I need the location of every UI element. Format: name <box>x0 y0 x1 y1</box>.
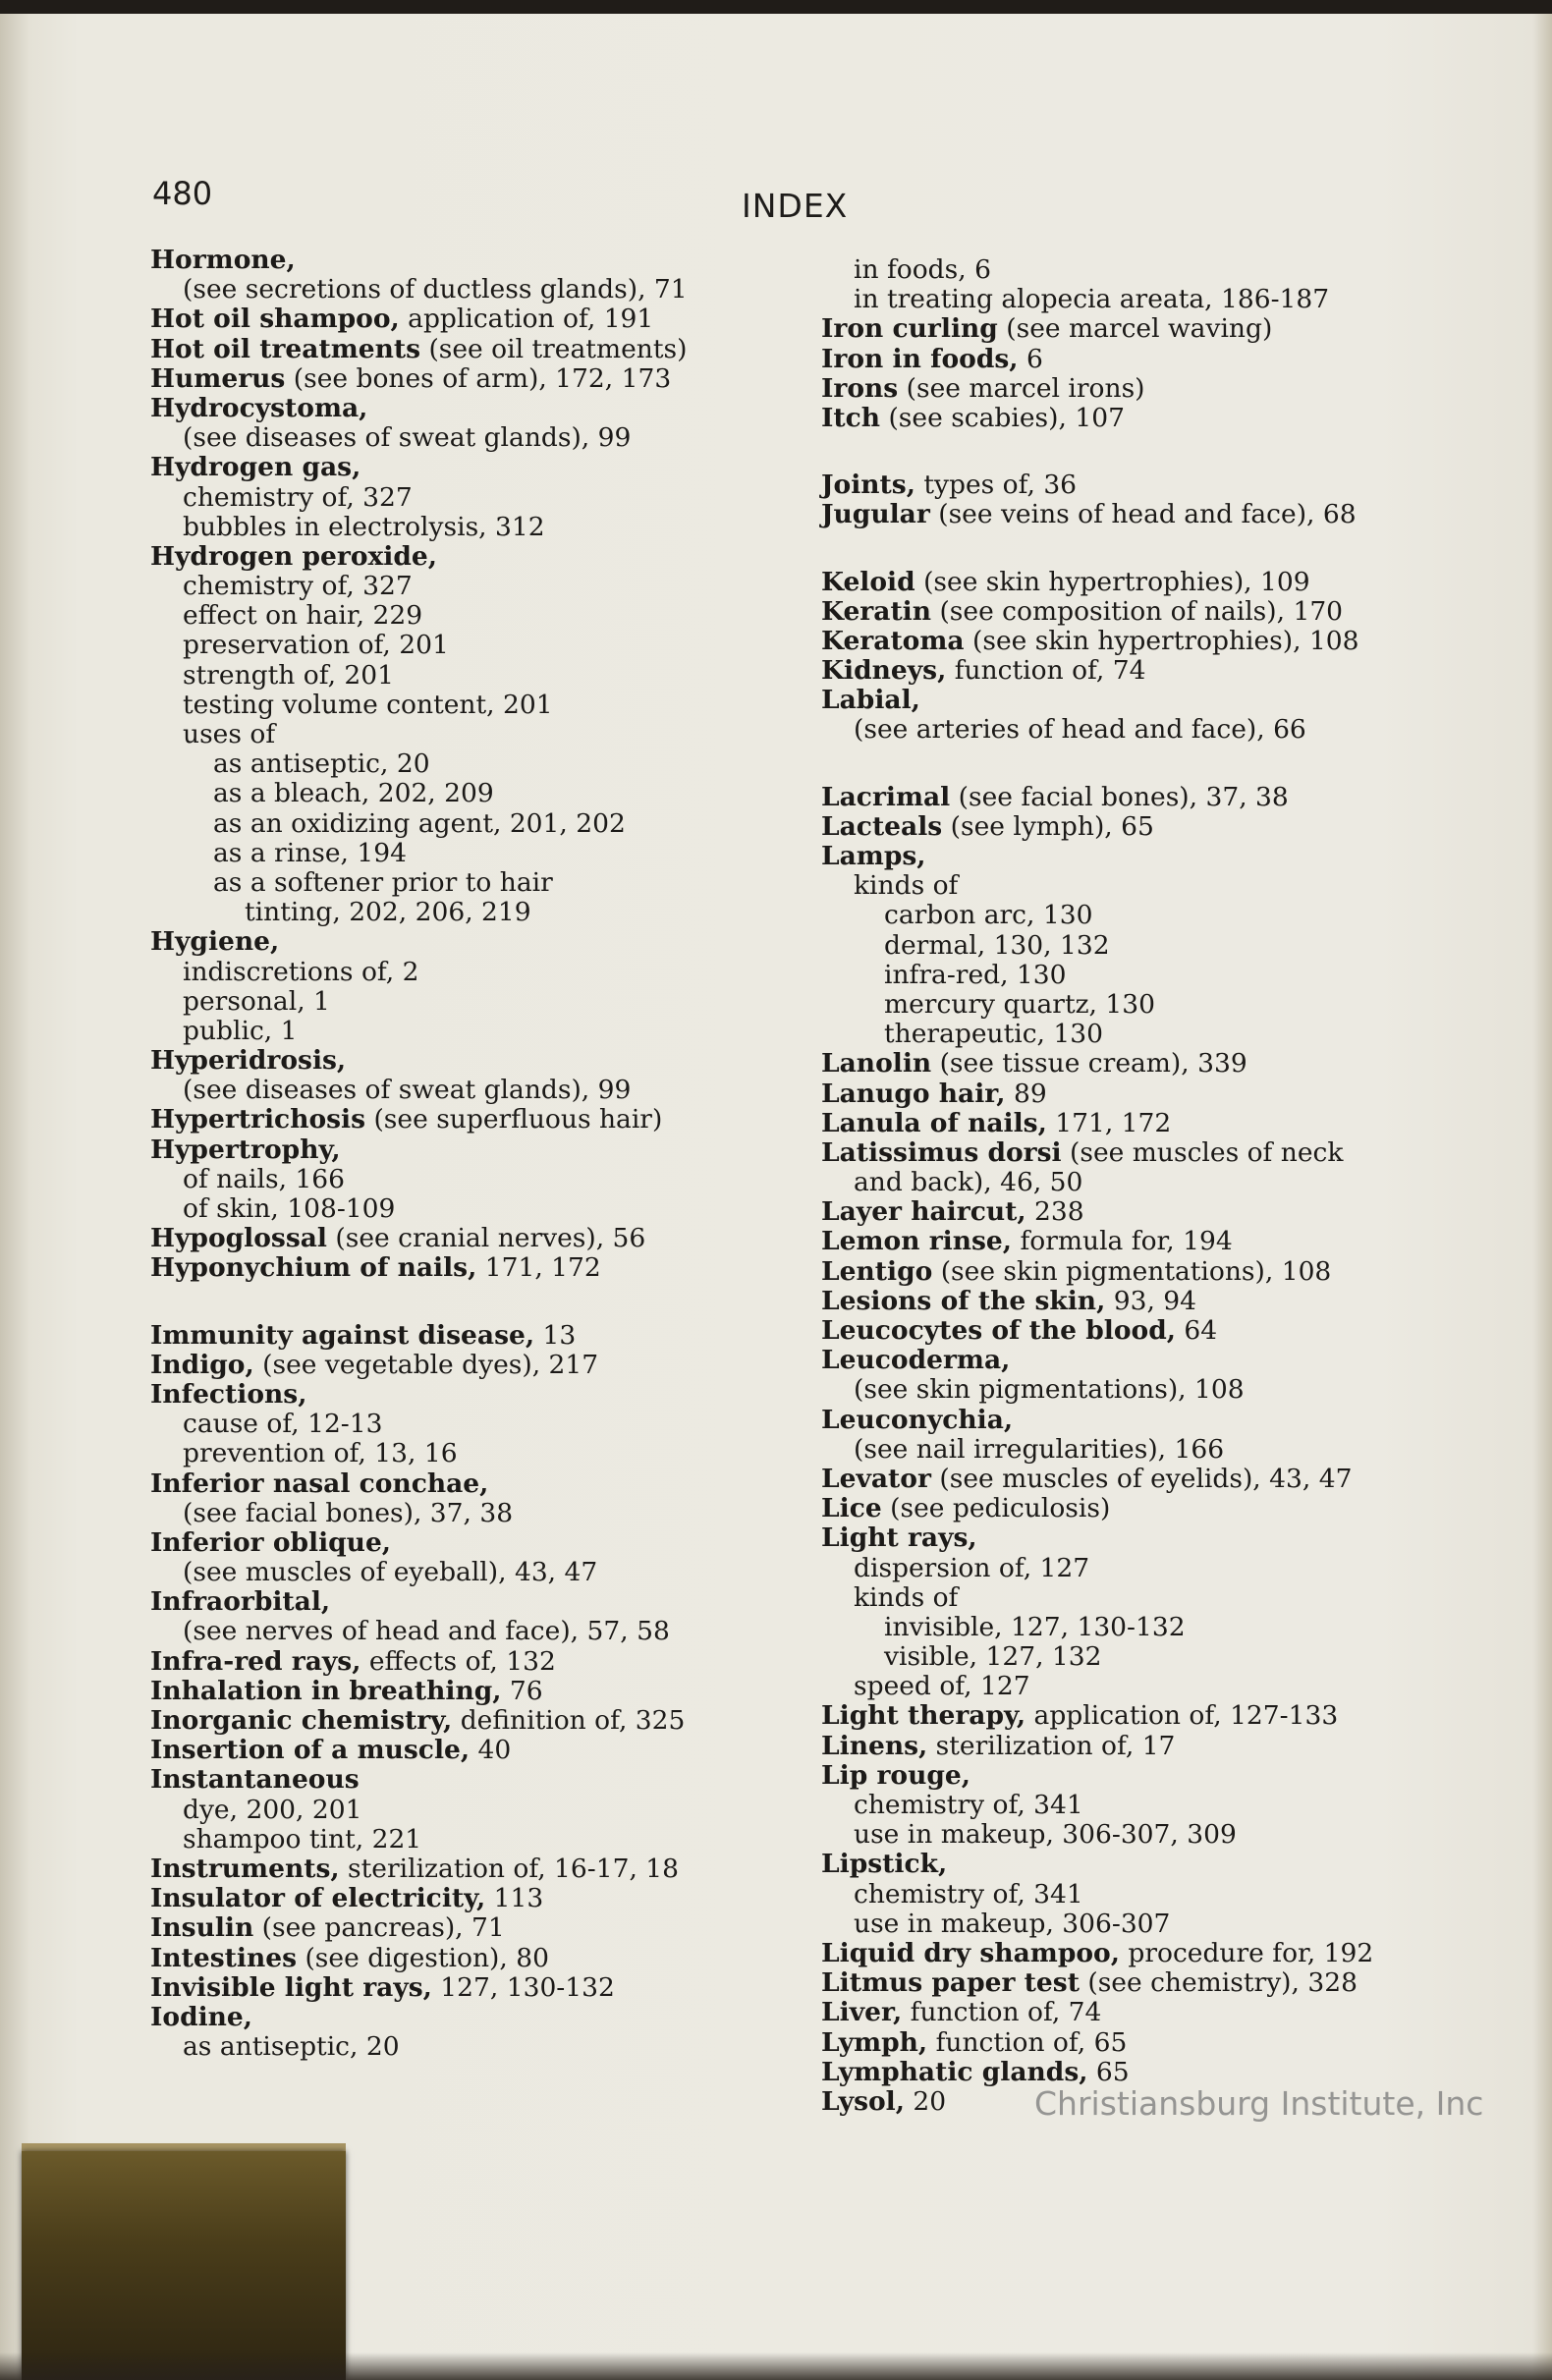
index-entry <box>150 1499 838 1528</box>
index-entry <box>150 1796 838 1825</box>
index-reference: (see pancreas), 71 <box>253 1912 505 1944</box>
index-reference: (see diseases of sweat glands), 99 <box>183 422 632 454</box>
index-term: Hormone, <box>150 245 296 275</box>
index-entry <box>821 931 1509 961</box>
index-entry <box>821 1197 1509 1227</box>
index-reference: kinds of <box>854 1581 959 1613</box>
index-reference: (see tissue cream), 339 <box>931 1048 1247 1079</box>
index-reference: (see nerves of head and face), 57, 58 <box>183 1616 670 1647</box>
index-term: Itch <box>821 402 881 433</box>
index-reference: (see nail irregularities), 166 <box>854 1433 1225 1465</box>
index-reference: definition of, 325 <box>452 1705 686 1736</box>
index-reference: as antiseptic, 20 <box>213 748 430 780</box>
index-entry <box>821 1316 1509 1346</box>
index-term: Labial, <box>821 685 920 716</box>
index-reference: (see skin hypertrophies), 109 <box>915 566 1310 597</box>
index-term: Infections, <box>150 1378 307 1410</box>
index-reference: use in makeup, 306-307 <box>854 1908 1171 1939</box>
index-term: Lymph, <box>821 2026 928 2058</box>
index-reference: 113 <box>485 1883 544 1914</box>
index-reference: invisible, 127, 130-132 <box>884 1611 1186 1642</box>
index-term: Hyponychium of nails, <box>150 1252 477 1284</box>
page-header <box>0 175 1552 234</box>
index-reference: of skin, 108-109 <box>183 1193 396 1224</box>
index-term: Layer haircut, <box>821 1196 1026 1228</box>
index-entry <box>150 572 838 601</box>
index-reference: (see oil treatments) <box>420 333 688 364</box>
index-entry <box>150 453 838 482</box>
index-term: Humerus <box>150 362 286 394</box>
index-entry <box>150 542 838 572</box>
index-term: Intestines <box>150 1942 298 1973</box>
index-entry <box>821 530 1509 568</box>
index-reference: 65 <box>1087 2056 1130 2087</box>
index-term: Leuconychia, <box>821 1404 1014 1435</box>
index-entry <box>821 1257 1509 1287</box>
index-entry <box>150 1017 838 1046</box>
index-entry <box>821 1968 1509 1998</box>
index-term: Inorganic chemistry, <box>150 1705 453 1736</box>
index-entry <box>821 285 1509 314</box>
index-term: Liquid dry shampoo, <box>821 1937 1120 1968</box>
index-reference: (see cranial nerves), 56 <box>327 1223 646 1254</box>
index-reference: (see pediculosis) <box>881 1493 1111 1524</box>
running-head: INDEX <box>742 187 849 225</box>
index-reference: and back), 46, 50 <box>854 1167 1083 1198</box>
index-entry <box>150 1321 838 1351</box>
index-term: Lice <box>821 1493 882 1524</box>
index-term: Immunity against disease, <box>150 1319 535 1351</box>
index-reference: sterilization of, 17 <box>927 1730 1176 1761</box>
index-term: Light therapy, <box>821 1700 1026 1732</box>
index-reference: testing volume content, 201 <box>183 689 553 720</box>
index-entry <box>821 2058 1509 2087</box>
index-term: Hypertrichosis <box>150 1104 366 1135</box>
index-term: Hydrogen peroxide, <box>150 540 437 572</box>
index-reference: 89 <box>1005 1078 1047 1109</box>
index-reference: procedure for, 192 <box>1119 1937 1374 1968</box>
index-entry <box>821 656 1509 686</box>
index-term: Lanugo hair, <box>821 1078 1006 1109</box>
index-entry <box>150 2003 838 2032</box>
index-reference: (see secretions of ductless glands), 71 <box>183 274 688 305</box>
index-entry <box>821 1642 1509 1672</box>
index-entry <box>821 1701 1509 1731</box>
index-entry <box>821 746 1509 783</box>
index-term: Lacrimal <box>821 781 951 812</box>
index-reference: preservation of, 201 <box>183 630 449 661</box>
index-entry <box>821 627 1509 656</box>
index-entry <box>821 374 1509 404</box>
index-entry <box>150 720 838 749</box>
index-term: Hot oil treatments <box>150 333 421 364</box>
index-term: Inferior oblique, <box>150 1526 392 1558</box>
watermark: Christiansburg Institute, Inc <box>1034 2084 1484 2123</box>
index-term: Instantaneous <box>150 1764 360 1796</box>
index-entry <box>150 1165 838 1194</box>
index-reference: (see composition of nails), 170 <box>931 595 1344 627</box>
index-entry <box>821 1465 1509 1494</box>
index-column-left <box>150 246 838 2062</box>
index-reference: 64 <box>1175 1315 1218 1346</box>
index-reference: bubbles in electrolysis, 312 <box>183 511 545 542</box>
index-entry <box>821 1672 1509 1701</box>
index-reference: (see marcel waving) <box>997 313 1273 345</box>
index-entry <box>150 749 838 779</box>
index-reference: 20 <box>904 2085 947 2117</box>
index-reference: strength of, 201 <box>183 659 395 691</box>
index-entry <box>150 1558 838 1587</box>
index-entry <box>150 1913 838 1943</box>
index-entry <box>821 2028 1509 2058</box>
index-entry <box>150 513 838 542</box>
index-reference: (see superfluous hair) <box>365 1104 663 1135</box>
index-reference: (see muscles of eyelids), 43, 47 <box>930 1463 1353 1494</box>
index-reference: public, 1 <box>183 1015 298 1046</box>
index-entry <box>821 470 1509 500</box>
index-term: Liver, <box>821 1997 903 2028</box>
index-entry <box>150 1825 838 1854</box>
index-entry <box>150 1765 838 1795</box>
index-entry <box>150 927 838 957</box>
index-term: Iron in foods, <box>821 343 1019 374</box>
index-entry <box>821 1523 1509 1553</box>
index-entry <box>150 898 838 927</box>
index-term: Lanula of nails, <box>821 1107 1047 1138</box>
index-term: Insulator of electricity, <box>150 1883 486 1914</box>
index-entry <box>150 1677 838 1706</box>
index-reference: tinting, 202, 206, 219 <box>245 897 531 928</box>
index-term: Hot oil shampoo, <box>150 304 400 335</box>
index-term: Light rays, <box>821 1522 977 1554</box>
index-term: Infra-red rays, <box>150 1645 361 1677</box>
index-term: Latissimus dorsi <box>821 1136 1062 1168</box>
page-number: 480 <box>152 175 213 212</box>
index-entry <box>821 1375 1509 1405</box>
index-term: Joints, <box>821 470 915 501</box>
index-reference: (see diseases of sweat glands), 99 <box>183 1075 632 1106</box>
index-entry <box>821 1880 1509 1910</box>
index-reference: 76 <box>501 1675 543 1706</box>
index-reference: effects of, 132 <box>360 1645 556 1677</box>
index-entry <box>821 1613 1509 1642</box>
index-entry <box>821 1435 1509 1465</box>
index-entry <box>150 1854 838 1884</box>
index-entry <box>150 1284 838 1321</box>
index-term: Hydrogen gas, <box>150 452 361 483</box>
index-entry <box>150 1469 838 1499</box>
index-reference: 171, 172 <box>476 1252 601 1284</box>
index-term: Lanolin <box>821 1048 932 1079</box>
index-entry <box>150 394 838 423</box>
index-entry <box>821 783 1509 812</box>
index-entry <box>150 779 838 808</box>
index-reference: kinds of <box>854 870 959 902</box>
index-reference: (see facial bones), 37, 38 <box>183 1497 514 1528</box>
index-entry <box>821 990 1509 1020</box>
index-entry <box>150 601 838 631</box>
index-term: Lemon rinse, <box>821 1226 1013 1257</box>
index-entry <box>150 364 838 394</box>
index-entry <box>150 1528 838 1558</box>
index-entry <box>150 1135 838 1165</box>
index-reference: sterilization of, 16-17, 18 <box>339 1853 680 1884</box>
index-entry <box>821 1346 1509 1375</box>
index-reference: in foods, 6 <box>854 254 991 285</box>
index-reference: function of, 65 <box>927 2026 1128 2058</box>
index-entry <box>150 1046 838 1076</box>
index-entry <box>150 246 838 275</box>
index-term: Insertion of a muscle, <box>150 1735 471 1766</box>
index-entry <box>821 1138 1509 1168</box>
index-reference: cause of, 12-13 <box>183 1409 383 1440</box>
index-entry <box>821 500 1509 529</box>
scan-top-edge <box>0 0 1552 14</box>
index-entry <box>150 1253 838 1283</box>
index-entry <box>821 715 1509 745</box>
index-reference: (see veins of head and face), 68 <box>929 499 1357 530</box>
index-reference: (see facial bones), 37, 38 <box>950 781 1289 812</box>
index-term: Instruments, <box>150 1853 340 1884</box>
index-term: Jugular <box>821 499 930 530</box>
index-term: Lymphatic glands, <box>821 2056 1088 2087</box>
index-reference: chemistry of, 341 <box>854 1790 1083 1820</box>
index-reference: 6 <box>1018 343 1043 374</box>
index-reference: chemistry of, 327 <box>183 571 413 602</box>
index-reference: therapeutic, 130 <box>884 1019 1103 1050</box>
index-term: Keloid <box>821 566 915 597</box>
index-entry <box>150 1194 838 1224</box>
index-entry <box>821 1732 1509 1761</box>
index-reference: types of, 36 <box>915 470 1078 501</box>
index-entry <box>821 1910 1509 1939</box>
index-entry <box>821 1406 1509 1435</box>
index-reference: dye, 200, 201 <box>183 1794 362 1825</box>
index-entry <box>821 314 1509 344</box>
index-reference: visible, 127, 132 <box>884 1641 1102 1673</box>
index-term: Hypoglossal <box>150 1223 327 1254</box>
index-reference: 13 <box>534 1319 577 1351</box>
index-entry <box>821 433 1509 470</box>
index-reference: application of, 127-133 <box>1025 1700 1339 1732</box>
index-reference: (see lymph), 65 <box>942 810 1154 842</box>
index-term: Infraorbital, <box>150 1586 331 1618</box>
index-entry <box>821 1554 1509 1583</box>
index-reference: indiscretions of, 2 <box>183 956 419 987</box>
index-term: Leucoderma, <box>821 1345 1011 1376</box>
index-entry <box>150 1706 838 1736</box>
index-reference: mercury quartz, 130 <box>884 988 1155 1020</box>
index-entry <box>150 1617 838 1646</box>
index-reference: 238 <box>1025 1196 1084 1228</box>
index-reference: (see bones of arm), 172, 173 <box>285 362 672 394</box>
index-reference: prevention of, 13, 16 <box>183 1438 458 1469</box>
index-reference: dermal, 130, 132 <box>884 929 1110 961</box>
index-entry <box>150 423 838 453</box>
index-term: Insulin <box>150 1912 254 1944</box>
index-reference: shampoo tint, 221 <box>183 1823 422 1854</box>
index-entry <box>821 404 1509 433</box>
index-reference: in treating alopecia areata, 186-187 <box>854 284 1330 315</box>
index-reference: use in makeup, 306-307, 309 <box>854 1819 1237 1851</box>
index-reference: formula for, 194 <box>1012 1226 1233 1257</box>
index-reference: function of, 74 <box>946 655 1146 687</box>
index-reference: infra-red, 130 <box>884 959 1067 990</box>
index-term: Irons <box>821 372 899 404</box>
index-term: Inhalation in breathing, <box>150 1675 502 1706</box>
index-term: Hygiene, <box>150 926 280 958</box>
index-entry <box>150 691 838 720</box>
index-term: Keratin <box>821 595 932 627</box>
index-reference: as a softener prior to hair <box>213 866 553 898</box>
index-entry <box>150 1410 838 1439</box>
index-entry <box>821 1998 1509 2027</box>
index-entry <box>150 275 838 304</box>
index-term: Lip rouge, <box>821 1759 970 1791</box>
index-reference: chemistry of, 341 <box>854 1878 1083 1910</box>
index-reference: carbon arc, 130 <box>884 900 1093 931</box>
index-reference: chemistry of, 327 <box>183 481 413 513</box>
index-term: Kidneys, <box>821 655 947 687</box>
index-reference: 93, 94 <box>1105 1285 1197 1316</box>
index-entry <box>821 1494 1509 1523</box>
index-reference: effect on hair, 229 <box>183 600 423 632</box>
index-reference: speed of, 127 <box>854 1671 1030 1702</box>
index-entry <box>821 686 1509 715</box>
index-entry <box>821 842 1509 871</box>
index-term: Lysol, <box>821 2085 905 2117</box>
index-entry <box>150 1736 838 1765</box>
index-term: Invisible light rays, <box>150 1971 432 2003</box>
index-entry <box>821 1820 1509 1850</box>
index-entry <box>150 335 838 364</box>
index-entry <box>821 871 1509 901</box>
index-entry <box>821 1791 1509 1820</box>
index-term: Hypertrophy, <box>150 1134 341 1165</box>
index-reference: (see muscles of neck <box>1061 1136 1344 1168</box>
index-entry <box>821 1583 1509 1613</box>
index-entry <box>150 661 838 691</box>
index-reference: (see digestion), 80 <box>297 1942 549 1973</box>
index-column-right <box>821 255 1509 2117</box>
index-entry <box>150 1647 838 1677</box>
page-tab <box>22 2151 346 2380</box>
index-term: Keratoma <box>821 625 965 656</box>
index-reference: (see arteries of head and face), 66 <box>854 714 1306 746</box>
index-entry <box>821 1109 1509 1138</box>
index-entry <box>150 1224 838 1253</box>
index-reference: as a rinse, 194 <box>213 837 407 868</box>
index-term: Lamps, <box>821 841 926 871</box>
index-entry <box>150 304 838 334</box>
index-entry <box>150 987 838 1017</box>
index-entry <box>821 961 1509 990</box>
index-reference: (see skin pigmentations), 108 <box>932 1255 1332 1287</box>
index-entry <box>821 345 1509 374</box>
index-entry <box>821 255 1509 285</box>
index-entry <box>821 812 1509 842</box>
index-entry <box>150 2032 838 2062</box>
index-reference: as a bleach, 202, 209 <box>213 778 494 809</box>
index-term: Litmus paper test <box>821 1967 1080 1999</box>
index-reference: (see scabies), 107 <box>880 402 1125 433</box>
index-entry <box>821 568 1509 597</box>
index-term: Iodine, <box>150 2001 253 2032</box>
index-term: Hydrocystoma, <box>150 392 368 423</box>
index-reference: application of, 191 <box>399 304 654 335</box>
index-reference: of nails, 166 <box>183 1163 346 1194</box>
index-entry <box>150 868 838 898</box>
index-term: Lacteals <box>821 810 943 842</box>
index-entry <box>150 1076 838 1105</box>
index-reference: as antiseptic, 20 <box>183 2031 400 2063</box>
index-entry <box>150 1351 838 1380</box>
index-term: Levator <box>821 1463 931 1494</box>
index-entry <box>150 1884 838 1913</box>
index-reference: (see muscles of eyeball), 43, 47 <box>183 1557 598 1588</box>
index-entry <box>821 1020 1509 1049</box>
index-entry <box>821 1168 1509 1197</box>
index-term: Iron curling <box>821 313 998 345</box>
index-reference: personal, 1 <box>183 985 330 1017</box>
index-entry <box>821 1850 1509 1879</box>
index-term: Lesions of the skin, <box>821 1285 1106 1316</box>
index-entry <box>150 1944 838 1973</box>
index-entry <box>150 631 838 660</box>
index-term: Lipstick, <box>821 1849 948 1880</box>
index-reference: (see skin pigmentations), 108 <box>854 1374 1245 1406</box>
index-reference: 127, 130-132 <box>431 1971 615 2003</box>
index-entry <box>150 1380 838 1410</box>
index-entry <box>150 809 838 839</box>
index-entry <box>150 1973 838 2003</box>
index-entry <box>150 1439 838 1468</box>
index-reference: uses of <box>183 719 276 749</box>
index-entry <box>821 1939 1509 1968</box>
index-entry <box>821 1079 1509 1109</box>
index-entry <box>150 839 838 868</box>
index-term: Hyperidrosis, <box>150 1045 347 1077</box>
index-term: Indigo, <box>150 1349 254 1380</box>
index-reference: 171, 172 <box>1046 1107 1172 1138</box>
index-entry <box>821 1287 1509 1316</box>
index-term: Inferior nasal conchae, <box>150 1467 489 1499</box>
index-reference: function of, 74 <box>902 1997 1102 2028</box>
index-reference: (see vegetable dyes), 217 <box>253 1349 599 1380</box>
index-reference: (see marcel irons) <box>898 372 1145 404</box>
index-entry <box>821 1049 1509 1079</box>
index-term: Lentigo <box>821 1255 933 1287</box>
index-entry <box>821 1227 1509 1256</box>
index-entry <box>821 901 1509 930</box>
index-reference: dispersion of, 127 <box>854 1552 1090 1583</box>
index-reference: 40 <box>470 1735 512 1766</box>
scan-bottom-edge <box>0 2352 1552 2380</box>
index-entry <box>150 958 838 987</box>
index-reference: (see skin hypertrophies), 108 <box>964 625 1359 656</box>
index-entry <box>150 483 838 513</box>
index-entry <box>150 1105 838 1135</box>
index-term: Leucocytes of the blood, <box>821 1315 1176 1346</box>
index-entry <box>821 597 1509 627</box>
index-entry <box>150 1587 838 1617</box>
index-reference: as an oxidizing agent, 201, 202 <box>213 807 626 839</box>
index-entry <box>821 1761 1509 1791</box>
index-reference: (see chemistry), 328 <box>1079 1967 1358 1999</box>
index-term: Linens, <box>821 1730 928 1761</box>
